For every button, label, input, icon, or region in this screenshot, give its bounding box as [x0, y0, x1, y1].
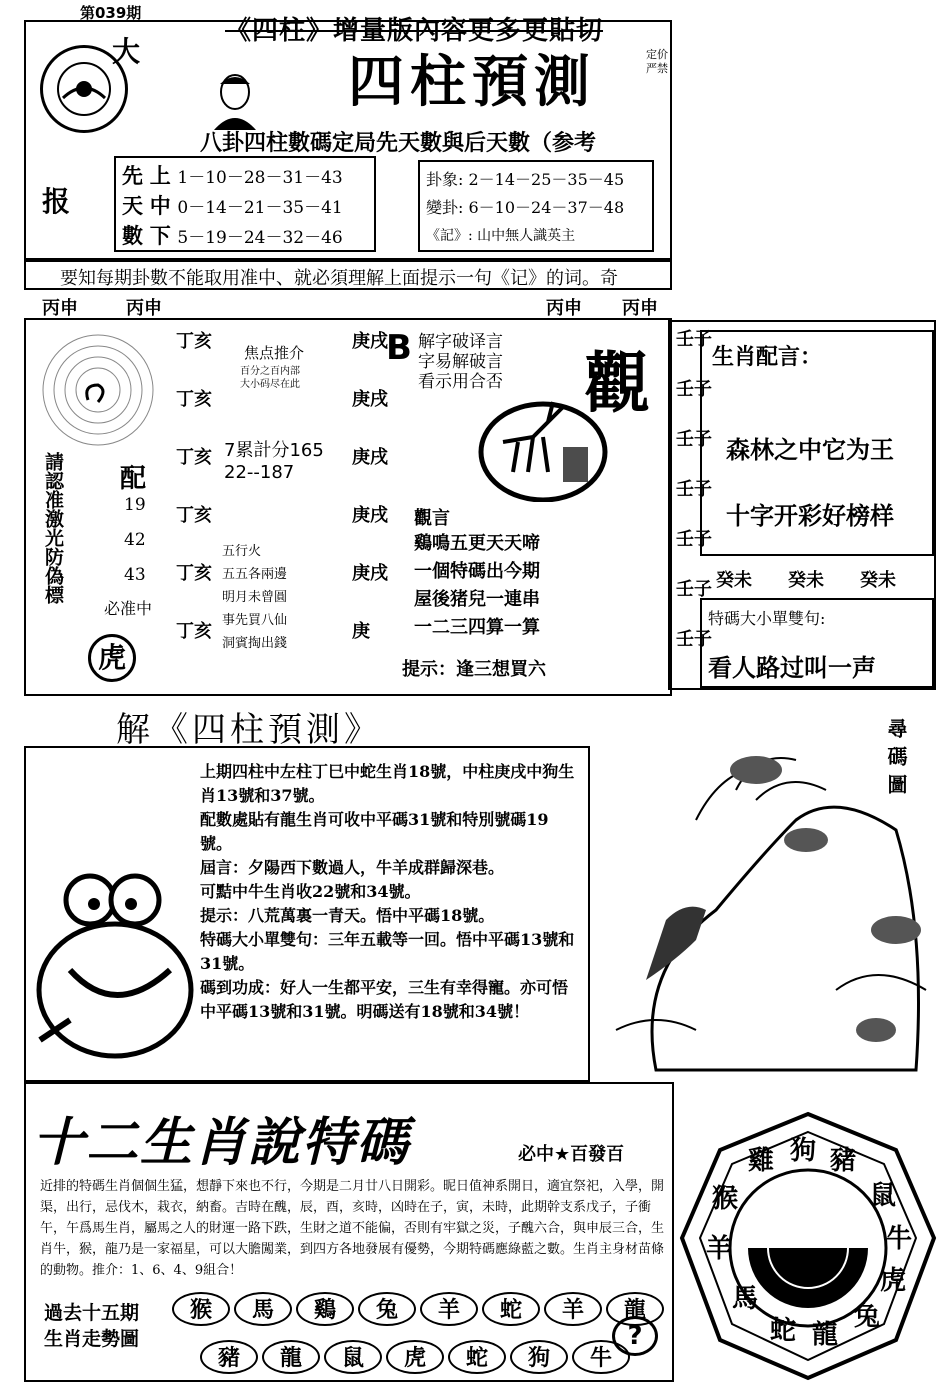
gengxu-1: 庚戌: [352, 331, 388, 352]
row-nums: 山中無人識英主: [477, 228, 576, 244]
numbers-row: [426, 194, 646, 222]
bingshen-1: 丙申: [42, 298, 78, 319]
past-item: 豬: [200, 1340, 258, 1374]
dinghai-2: 丁亥: [176, 389, 212, 410]
bingshen-2: 丙申: [126, 298, 162, 319]
anti-fake-label: 請認准激光防偽標: [42, 452, 64, 604]
b-line: 字易解破言: [418, 352, 503, 372]
row-a: 先: [122, 163, 143, 188]
row-a: 天: [122, 193, 143, 218]
gengxu-column: [352, 330, 388, 644]
past-item: 羊: [420, 1292, 478, 1326]
focus-sub2: 大小码尽在此: [240, 379, 300, 390]
row-label: 卦象:: [426, 170, 464, 189]
wheel-animal-4: 雞: [748, 1146, 775, 1176]
guiwei-2: 癸未: [788, 570, 824, 591]
past-item: 鷄: [296, 1292, 354, 1326]
wuxing-item: 明月未曾圓: [222, 590, 288, 605]
guan-char: 觀: [584, 344, 650, 422]
twelve-text: 近排的特碼生肖個個生猛，想靜下來也不行，今期是二月廿八日開彩。昵日值神系開日，適宜祭祀，入學，開渠，出行，忌伐木，栽衣，納畜。吉時在醜，辰，酉，亥時，凶時在子，寅，未時，此期幹支系戊子，子衝午，午爲馬生肖，屬馬之人的財運一路下跌，生財之道不能偏，否則有牢獄之災，子醜六合，與申辰三合，生肖牛，猴，龍乃是一家福星，可以大膽闖業，到四方各地發展有優勢，今期特碼應綠藍之數。生肖主身材苗條的動物。推介：1、6、4、9組合！: [40, 1179, 665, 1278]
wheel-animal-6: 羊: [706, 1234, 733, 1264]
price-note-1: 定价: [646, 48, 668, 61]
wuxing-list: [222, 540, 287, 655]
twelve-title: 十二生肖說特碼: [32, 1112, 411, 1173]
b-letter: B: [386, 328, 412, 368]
pei-num-1: 19: [124, 495, 146, 515]
focus-title: 焦点推介: [244, 344, 305, 362]
past-title-1: 過去十五期: [44, 1302, 140, 1324]
solve-title: 解《四柱預測》: [116, 710, 382, 750]
analysis-text: [200, 760, 580, 1024]
past-title-2: 生肖走勢圖: [44, 1328, 140, 1350]
hint-line: 要知每期卦數不能取用准中、就必須理解上面提示一句《记》的词。奇: [60, 268, 618, 289]
guan-title: 觀言: [414, 508, 450, 529]
score-line2: 22--187: [224, 462, 295, 483]
analysis-para: 屆言：夕陽西下數過人，牛羊成群歸深巷。: [200, 858, 505, 877]
renzi-6: 壬子: [676, 579, 712, 600]
poem-line: 一二三四算一算: [414, 617, 540, 638]
side-char-news: 报: [42, 185, 71, 218]
wheel-animal-9: 龍: [812, 1320, 839, 1350]
side-char-big: 大: [112, 35, 141, 68]
bingshen-3: 丙申: [546, 298, 582, 319]
bingshen-4: 丙申: [622, 298, 658, 319]
analysis-para: 碼到功成：好人一生都平安，三生有幸得寵。亦可悟中平碼13號和31號。明碼送有18號和34號！: [200, 978, 569, 1021]
numbers-left-box: [114, 156, 376, 252]
numbers-row: [122, 220, 368, 250]
dinghai-6: 丁亥: [176, 621, 212, 642]
gengxu-3: 庚戌: [352, 447, 388, 468]
past-item: 鼠: [324, 1340, 382, 1374]
gengxu-2: 庚戌: [352, 389, 388, 410]
wheel-animal-12: 牛: [886, 1224, 913, 1254]
zodiac-words-line2: 十字开彩好榜样: [726, 502, 894, 530]
past-item: 兔: [358, 1292, 416, 1326]
portrait-image: [208, 70, 263, 130]
wuxing-item: 洞賓掏出錢: [222, 636, 288, 651]
wuxing-item: 事先買八仙: [222, 613, 288, 628]
wheel-animal-5: 猴: [712, 1184, 739, 1214]
past-item: 虎: [386, 1340, 444, 1374]
row-nums: 5－19－24－32－46: [177, 228, 343, 248]
banner: 《四柱》增量版內容更多更貼切: [225, 16, 604, 46]
zodiac-words-title: 生肖配言：: [712, 344, 823, 370]
pei-num-3: 43: [124, 565, 146, 585]
poem-line: 一個特碼出今期: [414, 561, 540, 582]
spiral-icon: [38, 330, 158, 450]
wheel-animal-8: 蛇: [770, 1316, 797, 1346]
row-nums: 1－10－28－31－43: [177, 168, 343, 188]
past-item: 牛: [572, 1340, 630, 1374]
bird-illustration: [596, 730, 936, 1080]
b-line: 解字破译言: [418, 332, 503, 352]
analysis-para: 可黠中牛生肖收22號和34號。: [200, 882, 421, 901]
numbers-row: [426, 222, 646, 250]
mascot-image: [30, 860, 200, 1074]
dinghai-column: [176, 330, 212, 644]
score-line1: 7累計分165: [224, 440, 324, 461]
renzi-1: 壬子: [676, 329, 712, 350]
question-badge: ?: [612, 1316, 658, 1356]
wheel-animal-2: 豬: [830, 1146, 857, 1176]
deer-image: [478, 392, 608, 502]
row-a: 數: [122, 223, 143, 248]
past-item: 狗: [510, 1340, 568, 1374]
past-item: 蛇: [448, 1340, 506, 1374]
tiger-badge: 虎: [88, 634, 136, 682]
row-label: 變卦:: [426, 198, 464, 217]
b-lines: [418, 332, 503, 392]
pei-sure: 必准中: [104, 599, 153, 618]
issue-label: 第039期: [80, 4, 142, 22]
row-b: 上: [149, 163, 171, 188]
gengxu-6: 庚: [352, 621, 370, 642]
page-title: 四柱預測: [348, 49, 596, 115]
special-label: 特碼大小單雙句:: [708, 609, 826, 628]
poem-line: 屋後猪兒一連串: [414, 589, 540, 610]
wheel-animal-10: 兔: [854, 1302, 881, 1332]
wuxing-item: 五五各兩邊: [222, 567, 288, 582]
wuxing-item: 五行火: [222, 544, 262, 559]
focus-sub1: 百分之百内部: [240, 366, 300, 377]
dinghai-3: 丁亥: [176, 447, 212, 468]
dinghai-5: 丁亥: [176, 563, 212, 584]
numbers-row: [426, 166, 646, 194]
numbers-right-box: [418, 160, 654, 252]
guiwei-3: 癸未: [860, 570, 896, 591]
past-item: 羊: [544, 1292, 602, 1326]
pei-num-2: 42: [124, 530, 146, 550]
renzi-2: 壬子: [676, 379, 712, 400]
row-label: 《記》:: [426, 228, 473, 244]
guan-hint: 提示：逢三想買六: [402, 659, 546, 680]
past-item: 龍: [262, 1340, 320, 1374]
past-row-1: [172, 1292, 668, 1326]
analysis-para: 特碼大小單雙句：三年五載等一回。悟中平碼13號和31號。: [200, 930, 575, 973]
numbers-row: [122, 190, 368, 220]
renzi-3: 壬子: [676, 429, 712, 450]
wheel-animal-7: 馬: [732, 1284, 759, 1314]
past-item: 猴: [172, 1292, 230, 1326]
renzi-5: 壬子: [676, 529, 712, 550]
renzi-4: 壬子: [676, 479, 712, 500]
wheel-animal-3: 狗: [790, 1136, 817, 1166]
guiwei-1: 癸未: [716, 570, 752, 591]
dinghai-1: 丁亥: [176, 331, 212, 352]
past-item: 蛇: [482, 1292, 540, 1326]
gengxu-5: 庚戌: [352, 563, 388, 584]
row-b: 中: [149, 193, 171, 218]
numbers-row: [122, 160, 368, 190]
row-nums: 2－14－25－35－45: [468, 170, 625, 189]
row-nums: 6－10－24－37－48: [468, 198, 625, 217]
zodiac-words-line1: 森林之中它为王: [726, 436, 894, 464]
past-title: [44, 1300, 139, 1352]
wheel-animal-1: 鼠: [870, 1181, 897, 1211]
gengxu-4: 庚戌: [352, 505, 388, 526]
guan-poem: [414, 530, 540, 642]
past-row-2: [200, 1340, 634, 1374]
row-nums: 0－14－21－35－41: [177, 198, 343, 218]
past-item: 馬: [234, 1292, 292, 1326]
past-item: 龍: [606, 1292, 664, 1326]
special-text: 看人路过叫一声: [708, 654, 876, 682]
trigram-line: 八卦四柱數碼定局先天數與后天數（参考: [200, 130, 597, 156]
price-note-2: 严禁: [646, 62, 668, 75]
wheel-animal-11: 虎: [880, 1266, 907, 1296]
poem-line: 鷄鳴五更天天啼: [414, 533, 540, 554]
b-line: 看示用合否: [418, 372, 503, 392]
analysis-para: 上期四柱中左柱丁巳中蛇生肖18號，中柱庚戌中狗生肖13號和37號。: [200, 762, 575, 805]
find-chart-label: 尋碼圖: [884, 718, 908, 802]
analysis-para: 提示：八荒萬裏一青天。悟中平碼18號。: [200, 906, 495, 925]
row-b: 下: [149, 223, 171, 248]
dinghai-4: 丁亥: [176, 505, 212, 526]
pei-label: 配: [120, 464, 147, 494]
analysis-para: 配數處貼有龍生肖可收中平碼31號和特別號碼19號。: [200, 810, 549, 853]
price-note: [646, 48, 668, 76]
hundred-label: 必中★百發百: [518, 1144, 625, 1165]
renzi-7: 壬子: [676, 629, 712, 650]
